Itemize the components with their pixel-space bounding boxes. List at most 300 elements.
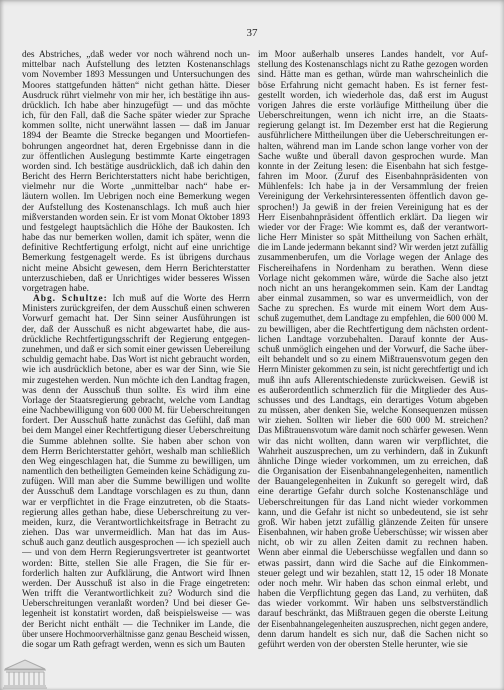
line-content — [22, 152, 250, 162]
line-text: über unsere Hochmoorverhältnisse ganz genau Bescheid wissen, — [22, 629, 250, 640]
line-content — [258, 599, 488, 609]
line-content — [258, 314, 488, 324]
line-content — [22, 81, 250, 91]
line-text: mir zugestehen werden. Nun möchte ich den Landtag fragen, — [22, 375, 250, 386]
line-content — [22, 640, 245, 650]
text-line — [22, 518, 250, 528]
line-content — [22, 70, 250, 80]
line-content — [22, 243, 250, 253]
text-line — [258, 81, 488, 91]
line-content — [22, 386, 250, 396]
line-text: legenheit ist konstatirt worden, daß beispielsweise — was — [22, 609, 250, 620]
text-line — [258, 111, 488, 121]
text-line — [258, 477, 488, 487]
line-content — [258, 569, 488, 579]
line-content — [258, 203, 488, 213]
line-content — [22, 213, 250, 223]
line-content — [22, 630, 250, 640]
text-line — [258, 142, 488, 152]
line-text: darauf beschränkt, das Mißtrauen gegen die oberste Leitung — [258, 609, 488, 620]
line-text: Ministers zurückgreifen, der dem Ausschuß einen schweren — [22, 304, 250, 315]
text-line — [22, 620, 250, 630]
line-content — [258, 274, 488, 284]
line-content — [258, 243, 488, 253]
text-line — [22, 264, 250, 274]
text-line — [22, 630, 250, 640]
line-text: es außerordentlich schmerzlich für die Mitglieder des Aus- — [258, 385, 488, 396]
line-text: mißverstanden worden sein. Er ist vom Monat Oktober 1893 — [22, 212, 250, 223]
text-line — [258, 335, 488, 345]
line-text: der Aufstellung des Kostenanschlags. Ich muß auch hier — [22, 202, 250, 213]
text-line — [22, 203, 250, 213]
line-text: sind. Hätte man es gethan, würde man wahrscheinlich die — [258, 70, 488, 81]
text-line — [258, 162, 488, 172]
page-number: 37 — [246, 27, 258, 39]
text-line — [258, 498, 488, 508]
text-line — [258, 416, 488, 426]
text-line — [258, 559, 488, 569]
line-text: lichen Landtage vorzubehalten. Darauf konnte der Aus- — [258, 334, 488, 345]
text-line — [22, 111, 250, 121]
text-line — [258, 447, 488, 457]
text-line — [258, 528, 488, 538]
text-line — [258, 599, 488, 609]
line-text: Ich muß auf die Worte des Herrn — [112, 294, 250, 305]
line-text: liche Herr Minister so spät Mittheilung von Sachen erhält, — [258, 233, 488, 244]
line-content — [258, 437, 488, 447]
text-line — [22, 182, 250, 192]
line-text: ziehen. Das war unvermeidlich. Man hat das im Aus- — [22, 528, 250, 539]
line-content — [258, 192, 488, 202]
text-line — [22, 304, 250, 314]
line-text: Herr Eisenbahnpräsident öffentlich erklärt. Da liegen wir — [258, 212, 488, 223]
line-content — [258, 640, 468, 650]
line-content — [22, 50, 250, 60]
line-content — [22, 314, 250, 324]
library-logo-icon — [2, 657, 48, 690]
line-text: schusses und des Landtags, ein derartiges Votum abgeben — [258, 395, 488, 406]
line-text: wieder vor der Frage: Wie kommt es, daß der verantwort- — [258, 222, 488, 233]
text-line — [22, 253, 250, 263]
text-line — [258, 457, 488, 467]
line-text: bohrungen angeordnet hat, deren Ergebnisse dann in die — [22, 141, 250, 152]
line-text: namentlich den betheiligten Gemeinden keine Schädigung zu- — [22, 467, 250, 478]
line-text: der Bericht nicht enthält — die Techniker im Lande, die — [22, 619, 250, 630]
text-line — [22, 325, 250, 335]
text-line — [22, 345, 250, 355]
text-line — [258, 406, 488, 416]
line-content — [258, 376, 488, 386]
text-line — [258, 325, 488, 335]
line-content — [22, 416, 250, 426]
line-text: Sache wußte und überall davon gesprochen wurde. Man — [258, 151, 488, 162]
line-text: muß ihn aufs Allerentschiedenste zurückweisen. Gewiß ist — [258, 375, 488, 386]
text-line — [22, 213, 250, 223]
line-content — [33, 294, 250, 304]
text-line — [258, 426, 488, 436]
text-line — [258, 101, 488, 111]
text-line — [22, 426, 250, 436]
text-line — [258, 60, 488, 70]
text-line — [22, 274, 250, 284]
line-content — [22, 609, 250, 619]
line-content — [22, 396, 250, 406]
line-text: nicht, ob wir zu allen Zeiten damit zu rechnen haben. — [258, 538, 488, 549]
line-content — [22, 406, 250, 416]
line-content — [22, 437, 250, 447]
text-line — [258, 182, 488, 192]
line-text: läutern wollen. Im Uebrigen noch eine Bemerkung wegen — [22, 192, 250, 203]
line-content — [258, 467, 488, 477]
line-content — [22, 376, 250, 386]
text-line — [258, 172, 488, 182]
line-text: schuß zugemuthet, dem Landtage zu empfehlen, die 600 000 M. — [258, 314, 488, 325]
line-text: sprochen!) Ja gewiß in der freien Vereinigung hat es der — [258, 202, 488, 213]
text-line — [22, 609, 250, 619]
line-content — [258, 223, 488, 233]
text-line — [22, 131, 250, 141]
line-text: war er verpflichtet in die Frage einzutreten, ob die Staats- — [22, 497, 250, 508]
line-text: dem Herrn Berichterstatter gehört, weshalb man schließlich — [22, 446, 250, 457]
text-line — [22, 365, 250, 375]
line-text: der Bauangelegenheiten in Zukunft so geregelt wird, daß — [258, 477, 488, 488]
text-line — [258, 91, 488, 101]
line-text: das wieder vorkommt. Wir haben uns selbstverständlich — [258, 599, 488, 610]
line-content — [258, 50, 488, 60]
line-content — [22, 223, 250, 233]
line-content — [22, 304, 250, 314]
line-text: oder noch mehr. Wir haben das schon einmal erlebt, und — [258, 578, 488, 589]
text-line — [22, 599, 250, 609]
line-content — [22, 355, 250, 365]
line-text: des Abstriches, „daß weder vor noch während noch un- — [22, 50, 250, 60]
right-column — [258, 50, 488, 650]
line-content — [22, 508, 250, 518]
line-text: im Moor außerhalb unseres Landes handelt, vor Auf- — [258, 50, 488, 60]
line-text: wir das nicht wollten, dann waren wir verpflichtet, die — [258, 436, 488, 447]
text-line — [22, 487, 250, 497]
line-content — [22, 457, 250, 467]
line-content — [258, 559, 488, 569]
line-content — [258, 447, 488, 457]
line-content — [22, 60, 250, 70]
line-text: Bemerkung festgenagelt werde. Es ist übrigens durchaus — [22, 253, 250, 264]
text-line — [258, 131, 488, 141]
line-content — [258, 142, 488, 152]
line-text: Vereinigung der Verkehrsinteressenten öffentlich davon ge- — [258, 192, 488, 203]
text-line — [258, 284, 488, 294]
text-line — [22, 162, 250, 172]
text-line — [22, 467, 250, 477]
line-content — [258, 620, 488, 630]
text-line — [22, 335, 250, 345]
text-line — [22, 70, 250, 80]
line-content — [22, 538, 250, 548]
line-text: fahren im Moor. (Zuruf des Eisenbahnpräsidenten von — [258, 172, 488, 183]
line-text: ähnliche Dinge wieder vorkommen, um zu erreichen, daß — [258, 456, 488, 467]
text-line — [22, 121, 250, 131]
text-line — [22, 91, 250, 101]
line-content — [258, 345, 488, 355]
line-content — [258, 589, 488, 599]
line-content — [22, 599, 250, 609]
line-content — [22, 487, 250, 497]
line-content — [22, 467, 250, 477]
line-text: die sogar um Rath gefragt werden, wenn es sich um Bauten — [22, 639, 246, 650]
line-content — [258, 152, 488, 162]
text-line — [258, 589, 488, 599]
line-text: haben die Verpflichtung gegen das Land, zu verhüten, daß — [258, 589, 488, 600]
text-line — [258, 345, 488, 355]
line-text: 1894 der Beamte die Strecke begangen und Moortiefen- — [22, 131, 250, 142]
line-text: nicht meine Absicht gewesen, dem Herrn Berichterstatter — [22, 263, 250, 274]
line-content — [258, 162, 488, 172]
line-content — [22, 426, 250, 436]
text-line — [22, 406, 250, 416]
line-text: den Weg eingeschlagen hat, die Summe zu bewilligen, um — [22, 456, 250, 467]
line-text: eilt behandelt und so zu einem Mißtrauensvotum gegen den — [258, 355, 488, 366]
line-content — [258, 131, 488, 141]
line-text: ich, für den Fall, daß die Sache später wieder zur Sprache — [22, 111, 250, 122]
line-text: Fischereihafens in Nordenham zu berathen. Wenn diese — [258, 263, 488, 274]
text-line — [258, 630, 488, 640]
line-content — [258, 121, 488, 131]
line-text: böse Erfahrung nicht gemacht haben. Es ist ferner fest- — [258, 80, 488, 91]
line-content — [258, 396, 488, 406]
text-line — [258, 264, 488, 274]
text-line — [258, 609, 488, 619]
text-line — [258, 376, 488, 386]
line-content — [258, 426, 488, 436]
line-text: Ueberschreitungen für das Land nicht wieder vorkommen — [258, 497, 488, 508]
text-line — [22, 396, 250, 406]
text-line — [258, 365, 488, 375]
text-line — [22, 355, 250, 365]
line-text: aber einmal zusammen, so war es unvermeidlich, von der — [258, 294, 488, 305]
line-text: Herrn Minister gekommen zu sein, ist nicht gerechtfertigt und ich — [258, 365, 488, 376]
text-line — [22, 640, 250, 650]
line-content — [258, 264, 488, 274]
line-text: vielmehr nur die Worte „unmittelbar nach“ habe er- — [22, 182, 250, 193]
line-content — [22, 121, 250, 131]
line-content — [258, 294, 488, 304]
line-text: eine Nachbewilligung von 600 000 M. für Ueberschreitungen — [22, 406, 250, 417]
text-line — [258, 640, 488, 650]
line-content — [258, 508, 488, 518]
text-line — [258, 213, 488, 223]
line-content — [258, 91, 488, 101]
line-text: drücklich. Ich habe aber hinzugefügt — und das möchte — [22, 100, 250, 111]
line-content — [22, 447, 250, 457]
text-line — [258, 396, 488, 406]
line-content — [22, 498, 250, 508]
text-line — [22, 172, 250, 182]
line-text: Das Mißtrauensvotum wäre damit noch schärfer gewesen. Wenn — [258, 426, 488, 437]
line-text: Vorlage der Staatsregierung gebracht, welche vom Landtag — [22, 395, 250, 406]
line-content — [258, 518, 488, 528]
line-text: stellung des Kostenanschlags nicht zu Rathe gezogen worden — [258, 60, 488, 71]
line-text: vorigen Jahres die erste vorläufige Mittheilung über die — [258, 100, 488, 111]
line-content — [22, 569, 250, 579]
line-content — [258, 81, 488, 91]
line-text: die Summe ablehnen sollte. Sie haben aber schon von — [22, 436, 250, 447]
text-line — [258, 253, 488, 263]
text-line — [22, 528, 250, 538]
text-line — [258, 508, 488, 518]
text-line — [258, 620, 488, 630]
line-content — [22, 365, 250, 375]
line-content — [22, 528, 250, 538]
line-text: zur öffentlichen Auslegung bestimmte Karte eingetragen — [22, 151, 250, 162]
text-line — [258, 203, 488, 213]
line-text: Ueberschreitungen, wenn ich nicht irre, an die Staats- — [258, 111, 488, 122]
line-text: Eisenbahnen, wir haben große Ueberschüsse; wir wissen aber — [258, 528, 488, 539]
text-line — [258, 487, 488, 497]
text-line — [258, 50, 488, 60]
line-content — [258, 101, 488, 111]
line-content — [22, 274, 250, 284]
line-content — [22, 345, 250, 355]
text-line — [258, 548, 488, 558]
text-line — [258, 274, 488, 284]
text-line — [258, 437, 488, 447]
line-content — [22, 91, 250, 101]
line-text: zu müssen, aber denken Sie, welche Konsequenzen müssen — [258, 406, 488, 417]
text-line — [22, 152, 250, 162]
line-content — [258, 213, 488, 223]
line-text: Mühlenfels: Ich habe ja in der Versammlung der freien — [258, 182, 488, 193]
line-content — [258, 111, 488, 121]
line-text: mittelbar nach Aufstellung des letzten Kostenanschlags — [22, 60, 250, 71]
line-text: Wahrheit auszusprechen, um zu verhindern, daß in Zukunft — [258, 446, 488, 457]
line-content — [22, 233, 250, 243]
paragraph — [258, 50, 488, 650]
line-text: ausführlichere Mittheilungen über die Ueberschreitungen er- — [258, 131, 488, 142]
speaker-name: Abg. Schultze: — [33, 294, 108, 305]
line-content — [22, 548, 250, 558]
line-content — [258, 253, 488, 263]
text-line — [258, 121, 488, 131]
line-text: groß. Wir haben jetzt zufällig glänzende Zeiten für unsere — [258, 517, 488, 528]
line-content — [22, 284, 89, 294]
line-content — [258, 457, 488, 467]
line-text: noch nicht an uns herangekommen sein. Kam der Landtag — [258, 283, 488, 294]
line-text: regierung gelangt ist. Im Dezember erst hat die Regierung — [258, 121, 488, 132]
line-content — [22, 182, 250, 192]
text-line — [258, 294, 488, 304]
line-content — [258, 182, 488, 192]
line-content — [258, 528, 488, 538]
line-text: zu bewilligen, aber die Rechtfertigung dem nächsten ordent- — [258, 324, 488, 335]
text-line — [22, 559, 250, 569]
line-text: drückliche Rechtfertigungsschrift der Regierung entgegen- — [22, 334, 250, 345]
line-text: gestellt worden, ich wiederhole das, daß erst im August — [258, 90, 488, 101]
line-content — [258, 70, 488, 80]
text-line — [258, 569, 488, 579]
line-text: geführt werden von der obersten Stelle herunter, wie sie — [258, 639, 468, 650]
text-line — [22, 314, 250, 324]
text-line — [258, 192, 488, 202]
line-text: Ueberschreitungen veranlaßt worden? Und bei dieser Ge- — [22, 599, 250, 610]
line-content — [258, 498, 488, 508]
line-text: der, daß der Ausschuß es nicht abgewartet habe, die aus- — [22, 324, 250, 335]
text-line — [22, 192, 250, 202]
line-text: werden. Der Ausschuß ist also in die Frage eingetreten: — [22, 578, 250, 589]
line-content — [258, 233, 488, 243]
line-content — [22, 589, 250, 599]
line-content — [22, 579, 250, 589]
text-line — [22, 589, 250, 599]
text-line — [258, 243, 488, 253]
line-content — [258, 172, 488, 182]
line-text: wir ziehen. Sollten wir lieber die 600 000 M. streichen? — [258, 416, 488, 427]
line-text: vom November 1893 Messungen und Untersuchungen des — [22, 70, 250, 81]
line-content — [22, 620, 250, 630]
text-line — [22, 548, 250, 558]
line-text: schuß auch ganz deutlich ausgesprochen — ich speziell auch — [22, 538, 250, 549]
text-line — [22, 437, 250, 447]
line-content — [258, 325, 488, 335]
line-text: vorgetragen habe. — [22, 283, 89, 294]
line-text: zufügen. Will man aber die Summe bewilligen und wollte — [22, 477, 250, 488]
text-line — [258, 579, 488, 589]
text-line — [258, 314, 488, 324]
line-content — [258, 477, 488, 487]
line-content — [22, 131, 250, 141]
line-content — [258, 579, 488, 589]
line-content — [22, 325, 250, 335]
line-content — [22, 559, 250, 569]
text-line — [22, 243, 250, 253]
text-line — [22, 579, 250, 589]
line-text: habe das nur bemerken wollen, damit ich später, wenn die — [22, 233, 250, 244]
left-column — [22, 50, 250, 650]
line-text: denn darum handelt es sich nur, daß die Sachen nicht so — [258, 629, 488, 640]
text-line — [258, 304, 488, 314]
line-text: eine derartige Gefahr durch solche Kostenanschläge und — [258, 487, 488, 498]
line-text: Bericht des Herrn Berichterstatters nicht habe berichtigen, — [22, 172, 250, 183]
line-text: Vorlage nicht gekommen wäre, würde die Sache also jetzt — [258, 273, 488, 284]
text-line — [258, 538, 488, 548]
line-content — [258, 60, 488, 70]
text-line — [22, 538, 250, 548]
line-content — [258, 548, 488, 558]
line-text: worden: Bitte, stellen Sie alle Fragen, die Sie für er- — [22, 558, 250, 569]
line-text: Vorwurf gemacht hat. Der Sinn seiner Ausführungen ist — [22, 314, 250, 325]
line-text: etwas passirt, dann wird die Sache auf die Einkommen- — [258, 558, 488, 569]
line-text: zusammenberufen, um die Vorlage wegen der Anlage des — [258, 253, 488, 264]
text-line — [22, 223, 250, 233]
line-content — [258, 416, 488, 426]
line-content — [258, 284, 488, 294]
text-line — [22, 477, 250, 487]
text-line — [258, 355, 488, 365]
text-line — [22, 60, 250, 70]
line-content — [258, 406, 488, 416]
text-line — [22, 101, 250, 111]
line-content — [22, 101, 250, 111]
text-line — [22, 508, 250, 518]
line-content — [258, 630, 488, 640]
line-text: Wen trifft die Verantwortlichkeit zu? Wodurch sind die — [22, 589, 250, 600]
line-text: Sache zu sprechen. Es wurde mit einem Wort dem Aus- — [258, 304, 488, 315]
line-text: halten, während man im Lande schon lange vorher von der — [258, 141, 488, 152]
line-content — [258, 304, 488, 314]
text-line — [22, 233, 250, 243]
line-text: regierung alles gethan habe, diese Ueberschreitung zu ver- — [22, 507, 250, 518]
line-text: wie ich ausdrücklich betone, aber es war der Sinn, wie Sie — [22, 365, 250, 376]
line-content — [258, 335, 488, 345]
